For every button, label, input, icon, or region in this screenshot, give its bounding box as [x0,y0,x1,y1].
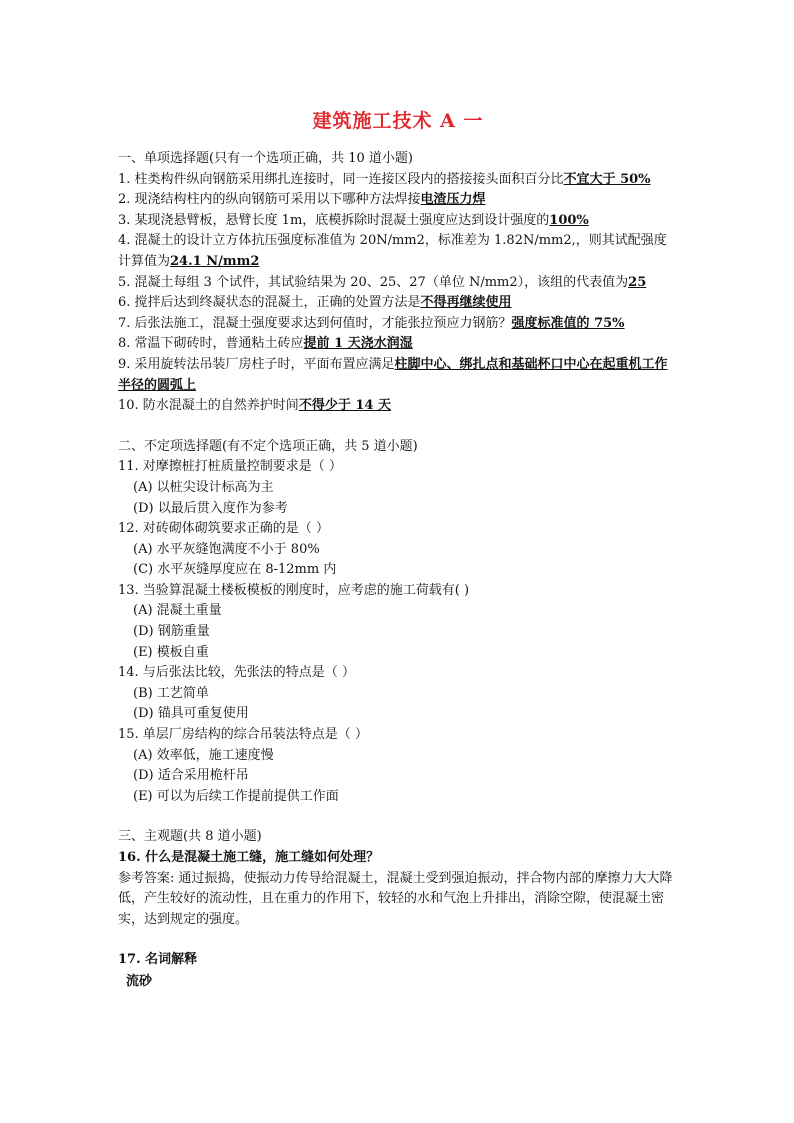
question-4 [118,231,678,272]
option: (D) 钢筋重量 [133,624,210,640]
answer: 柱脚中心、绑扎点和基础杯口中心在起重机工作半径的圆弧上 [118,356,668,393]
question-14 [118,663,678,725]
question-17: 17. 名词解释 [118,952,198,968]
question-text: 1. 柱类构件纵向钢筋采用绑扎连接时，同一连接区段内的搭接接头面积百分比 [118,171,564,187]
question-text: 13. 当验算混凝土楼板模板的刚度时，应考虑的施工荷载有( ) [118,582,470,598]
question-5 [118,273,678,294]
spacer [118,807,678,827]
option: (D) 锚具可重复使用 [133,706,249,722]
option: (E) 模板自重 [133,644,209,660]
option: (D) 以最后贯入度作为参考 [133,500,288,516]
question-7 [118,314,678,335]
option: (A) 以桩尖设计标高为主 [133,479,274,495]
question-text: 9. 采用旋转法吊装厂房柱子时，平面布置应满足 [118,356,395,372]
term-item: 流砂 [126,973,153,989]
answer: 24.1 N/mm2 [170,253,260,269]
question-6 [118,293,678,314]
question-9 [118,355,678,396]
section2-heading: 二、不定项选择题(有不定个选项正确，共 5 道小题) [118,438,418,454]
question-text: 2. 现浇结构柱内的纵向钢筋可采用以下哪种方法焊接 [118,192,421,208]
spacer [118,417,678,437]
question-text: 7. 后张法施工，混凝土强度要求达到何值时，才能张拉预应力钢筋？ [118,315,512,331]
question-text: 12. 对砖砌体砌筑要求正确的是（ ） [118,521,329,537]
option: (E) 可以为后续工作提前提供工作面 [133,788,339,804]
question-15 [118,725,678,807]
question-10 [118,396,678,417]
question-text: 4. 混凝土的设计立方体抗压强度标准值为 20N/mm2，标准差为 1.82N/mm2,，则其试配强度计算值为 [118,233,667,269]
answer: 不宜大于 50% [563,171,651,187]
answer: 提前 1 天浇水润湿 [303,336,413,352]
answer: 不得再继续使用 [420,295,512,311]
question-text: 3. 某现浇悬臂板，悬臂长度 1m，底模拆除时混凝土强度应达到设计强度的 [118,212,550,228]
option: (B) 工艺简单 [133,685,209,701]
section1-list [118,170,678,417]
question-8 [118,334,678,355]
option: (D) 适合采用桅杆吊 [133,768,249,784]
question-12 [118,519,678,581]
question-text: 6. 搅拌后达到终凝状态的混凝土，正确的处置方法是 [118,295,421,311]
question-text: 15. 单层厂房结构的综合吊装法特点是（ ） [118,727,368,743]
question-text: 8. 常温下砌砖时，普通粘土砖应 [118,336,304,352]
question-11 [118,457,678,519]
option: (C) 水平灰缝厚度应在 8-12mm 内 [133,562,337,578]
section3-heading: 三、主观题(共 8 道小题) [118,829,262,845]
question-text: 11. 对摩擦桩打桩质量控制要求是（ ） [118,459,342,475]
page-title: 建筑施工技术 A 一 [312,110,484,132]
answer: 强度标准值的 75% [511,315,625,331]
question-text: 10. 防水混凝土的自然养护时间 [118,398,299,414]
question-1 [118,170,678,191]
answer: 25 [628,274,647,290]
spacer [118,930,678,950]
option: (A) 水平灰缝饱满度不小于 80% [133,541,320,557]
question-text: 5. 混凝土每组 3 个试件，其试验结果为 20、25、27（单位 N/mm2），该组的代表值为 [118,274,629,290]
option: (A) 混凝土重量 [133,603,222,619]
question-13 [118,581,678,663]
option: (A) 效率低，施工速度慢 [133,747,274,763]
question-text: 14. 与后张法比较，先张法的特点是（ ） [118,665,355,681]
question-3 [118,211,678,232]
question-16: 16. 什么是混凝土施工缝，施工缝如何处理？ [118,850,380,865]
document-page [118,98,678,992]
answer: 电渣压力焊 [420,192,486,208]
answer: 不得少于 14 天 [298,398,391,414]
answer: 100% [549,212,589,228]
question-2 [118,190,678,211]
answer-16: 参考答案: 通过振捣，使振动力传导给混凝土，混凝土受到强迫振动，拌合物内部的摩擦力大大降低，产生较好的流动性，且在重力的作用下，较轻的水和气泡上升排出，消除空隙，使混凝土密实，达到规定的强度。 [118,870,673,927]
section1-heading: 一、单项选择题(只有一个选项正确，共 10 道小题) [118,151,413,166]
